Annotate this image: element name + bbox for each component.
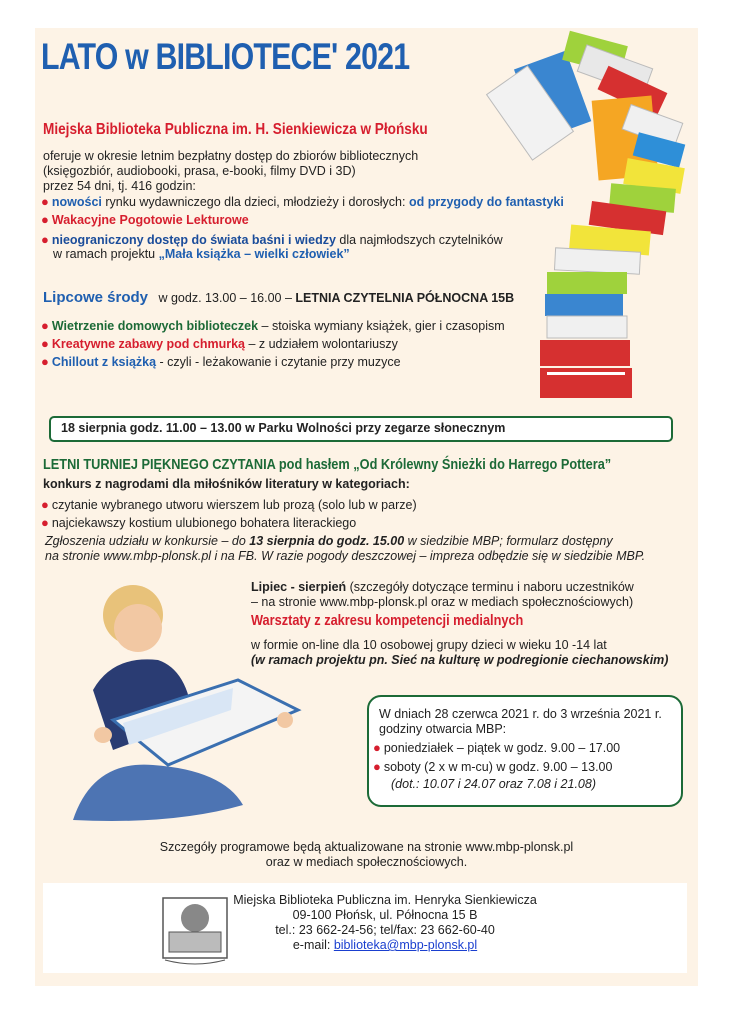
- offer-item-1-tail: od przygody do fantastyki: [408, 195, 564, 209]
- book-stack-books: [487, 31, 686, 398]
- page-title: LATO w BIBLIOTECE' 2021: [41, 36, 410, 77]
- offer-item-1-bold: nowości: [51, 195, 102, 209]
- offer-item-3-line2-text: w ramach projektu: [53, 247, 159, 261]
- footer-email-link[interactable]: biblioteka@mbp-plonsk.pl: [333, 938, 478, 952]
- wednesdays-time: w godz. 13.00 – 16.00 –: [158, 291, 296, 305]
- bullet-icon: ●: [373, 740, 381, 755]
- offer-item-1-text: rynku wydawniczego dla dzieci, młodzieży i dorosłych:: [101, 195, 409, 209]
- offer-item-2-bold: Wakacyjne Pogotowie Lekturowe: [51, 213, 249, 227]
- footer: [43, 883, 687, 973]
- tournament-category-1: [41, 497, 417, 513]
- footer-email-line: [43, 938, 687, 953]
- tournament-note-2: na stronie www.mbp-plonsk.pl i na FB. W razie pogody deszczowej – impreza odbędzie się w siedzibie MBP.: [45, 549, 646, 563]
- august-event-text: 18 sierpnia godz. 11.00 – 13.00 w Parku Wolności przy zegarze słonecznym: [61, 421, 506, 435]
- tournament-note-deadline: 13 sierpnia do godz. 15.00: [249, 534, 405, 548]
- workshops-period-line-2: – na stronie www.mbp-plonsk.pl oraz w mediach społecznościowych): [251, 595, 634, 609]
- library-heading-text: Miejska Biblioteka Publiczna im. H. Sienkiewicza w Płońsku: [43, 121, 428, 138]
- bullet-icon: ●: [41, 194, 49, 209]
- tournament-note-1: [45, 534, 613, 549]
- offer-item-3-text: dla najmłodszych czytelników: [335, 233, 503, 247]
- workshops-heading: [251, 612, 571, 629]
- details-line-1: Szczegóły programowe będą aktualizowane na stronie www.mbp-plonsk.pl: [159, 840, 574, 854]
- offer-item-3-bold: nieograniczony dostęp do świata baśni i wiedzy: [51, 233, 336, 247]
- hours-item-2: [373, 759, 612, 775]
- wednesdays-header: [43, 289, 514, 307]
- august-event-box: [49, 416, 673, 442]
- footer-address: 09-100 Płońsk, ul. Północna 15 B: [292, 908, 478, 922]
- poster: [35, 28, 698, 986]
- hours-line-1: W dniach 28 czerwca 2021 r. do 3 września 2021 r.: [379, 707, 662, 721]
- bullet-icon: ●: [41, 515, 49, 530]
- tournament-note-1c: w siedzibie MBP; formularz dostępny: [404, 534, 613, 548]
- offer-item-3: [41, 232, 503, 248]
- offer-item-3-project: „Mała książka – wielki człowiek”: [158, 247, 350, 261]
- bullet-icon: ●: [41, 354, 49, 369]
- bullet-icon: ●: [41, 232, 49, 247]
- tournament-heading: [43, 456, 711, 473]
- wednesdays-item-3-bold: Chillout z książką: [51, 355, 157, 369]
- bullet-icon: ●: [41, 212, 49, 227]
- bullet-icon: ●: [41, 336, 49, 351]
- hours-item-1: [373, 740, 620, 756]
- wednesdays-item-1: [41, 318, 505, 334]
- opening-hours-box: [367, 695, 683, 807]
- workshops-period-bold: Lipiec - sierpień: [251, 580, 347, 594]
- hours-item-1-text: poniedziałek – piątek w godz. 9.00 – 17.00: [383, 741, 621, 755]
- bullet-icon: ●: [41, 497, 49, 512]
- details-line-2: oraz w mediach społecznościowych.: [265, 855, 468, 869]
- wednesdays-item-3-text: - czyli - leżakowanie i czytanie przy muzyce: [156, 355, 401, 369]
- hours-line-2: godziny otwarcia MBP:: [379, 722, 507, 736]
- wednesdays-item-2-text: – z udziałem wolontariuszy: [244, 337, 398, 351]
- workshops-line-2: (w ramach projektu pn. Sieć na kulturę w podregionie ciechanowskim): [251, 653, 669, 667]
- wednesdays-item-1-bold: Wietrzenie domowych biblioteczek: [51, 319, 259, 333]
- intro-line-2: (księgozbiór, audiobooki, prasa, e-booki, filmy DVD i 3D): [43, 164, 356, 178]
- wednesdays-item-2-bold: Kreatywne zabawy pod chmurką: [51, 337, 245, 351]
- tournament-category-2-text: najciekawszy kostium ulubionego bohatera literackiego: [51, 516, 357, 530]
- wednesdays-item-2: [41, 336, 398, 352]
- hours-item-2-text: soboty (2 x w m-cu) w godz. 9.00 – 13.00: [383, 760, 613, 774]
- footer-name: Miejska Biblioteka Publiczna im. Henryka Sienkiewicza: [233, 893, 537, 907]
- wednesdays-item-1-text: – stoiska wymiany książek, gier i czasopism: [258, 319, 505, 333]
- workshops-period: [251, 580, 634, 595]
- footer-phone: tel.: 23 662-24-56; tel/fax: 23 662-60-40: [275, 923, 495, 937]
- bullet-icon: ●: [373, 759, 381, 774]
- tournament-note-1a: Zgłoszenia udziału w konkursie – do: [45, 534, 250, 548]
- library-heading: [43, 121, 496, 139]
- offer-item-1: [41, 194, 564, 210]
- intro-line-3: przez 54 dni, tj. 416 godzin:: [43, 179, 196, 193]
- wednesdays-event: LETNIA CZYTELNIA PÓŁNOCNA 15B: [295, 291, 515, 305]
- bullet-icon: ●: [41, 318, 49, 333]
- intro-line-1: oferuje w okresie letnim bezpłatny dostęp do zbiorów bibliotecznych: [43, 149, 419, 163]
- wednesdays-heading: Lipcowe środy: [43, 289, 149, 306]
- offer-item-2: [41, 212, 249, 228]
- footer-email-label: e-mail:: [292, 938, 334, 952]
- hours-note: (dot.: 10.07 i 24.07 oraz 7.08 i 21.08): [391, 777, 596, 791]
- wednesdays-item-3: [41, 354, 401, 370]
- tournament-category-2: [41, 515, 356, 531]
- workshops-period-text: (szczegóły dotyczące terminu i naboru uczestników: [346, 580, 634, 594]
- tournament-subheading: konkurs z nagrodami dla miłośników literatury w kategoriach:: [43, 477, 410, 491]
- workshops-heading-text: Warsztaty z zakresu kompetencji medialnych: [251, 612, 524, 629]
- tournament-heading-text: LETNI TURNIEJ PIĘKNEGO CZYTANIA pod hasłem „Od Królewny Śnieżki do Harrego Pottera”: [43, 456, 612, 473]
- tournament-category-1-text: czytanie wybranego utworu wierszem lub prozą (solo lub w parze): [51, 498, 417, 512]
- workshops-line-1: w formie on-line dla 10 osobowej grupy dzieci w wieku 10 -14 lat: [251, 638, 607, 652]
- offer-item-3-line-2: [53, 247, 350, 262]
- book-stack-illustration: [485, 28, 695, 413]
